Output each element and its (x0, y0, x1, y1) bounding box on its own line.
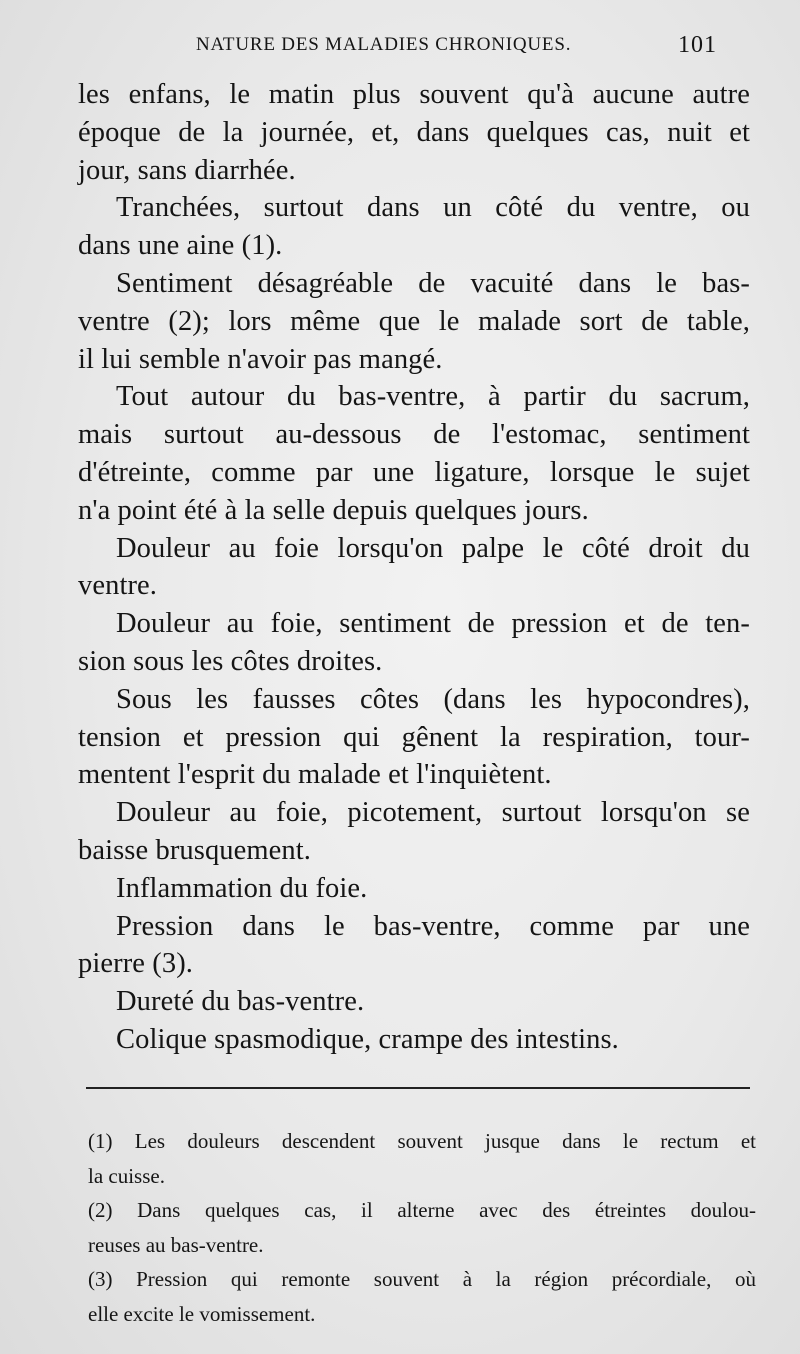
footnote-line: (2) Dans quelques cas, il alterne avec des étreintes doulou- (88, 1198, 756, 1222)
footnote-line: la cuisse. (88, 1163, 165, 1188)
text-line: Sous les fausses côtes (dans les hypocondres), (116, 683, 750, 715)
footnote-line: reuses au bas-ventre. (88, 1232, 264, 1257)
footnote-line: (1) Les douleurs descendent souvent jusque dans le rectum et (88, 1129, 756, 1153)
text-line: les enfans, le matin plus souvent qu'à aucune autre (78, 79, 750, 110)
text-line: époque de la journée, et, dans quelques cas, nuit et (78, 116, 750, 148)
footnote-divider (86, 1087, 750, 1089)
page-header (0, 30, 800, 70)
footnote-line: elle excite le vomissement. (88, 1301, 316, 1326)
text-line: jour, sans diarrhée. (78, 154, 296, 186)
text-line: ventre. (78, 570, 158, 602)
text-line: Sentiment désagréable de vacuité dans le bas- (116, 267, 750, 299)
text-line: Pression dans le bas-ventre, comme par une (116, 910, 750, 942)
text-line: baisse brusquement. (78, 834, 312, 866)
text-line: Colique spasmodique, crampe des intestins. (116, 1023, 619, 1055)
text-line: Douleur au foie lorsqu'on palpe le côté droit du (116, 532, 750, 564)
text-line: pierre (3). (78, 948, 194, 980)
text-line: tension et pression qui gênent la respiration, tour- (78, 721, 750, 753)
page-number: 101 (678, 32, 717, 58)
text-line: dans une aine (1). (78, 230, 283, 262)
text-line: Douleur au foie, picotement, surtout lorsqu'on se (116, 797, 750, 829)
text-line: Tranchées, surtout dans un côté du ventre, ou (116, 192, 750, 224)
text-line: d'étreinte, comme par une ligature, lorsque le sujet (78, 456, 750, 488)
text-line: ventre (2); lors même que le malade sort de table, (78, 305, 750, 337)
footnotes (88, 1124, 756, 1331)
text-line: n'a point été à la selle depuis quelques jours. (78, 494, 589, 526)
running-title: NATURE DES MALADIES CHRONIQUES. (196, 34, 572, 55)
text-line: Tout autour du bas-ventre, à partir du sacrum, (116, 381, 750, 413)
text-line: mentent l'esprit du malade et l'inquiètent. (78, 759, 552, 791)
text-line: il lui semble n'avoir pas mangé. (78, 343, 443, 375)
text-line: mais surtout au-dessous de l'estomac, sentiment (78, 419, 750, 451)
footnote-line: (3) Pression qui remonte souvent à la région précordiale, où (88, 1267, 756, 1291)
body-text (78, 76, 750, 1059)
text-line: Douleur au foie, sentiment de pression et de ten- (116, 608, 750, 640)
text-line: Dureté du bas-ventre. (116, 986, 365, 1018)
text-line: sion sous les côtes droites. (78, 645, 383, 677)
text-line: Inflammation du foie. (116, 872, 368, 904)
